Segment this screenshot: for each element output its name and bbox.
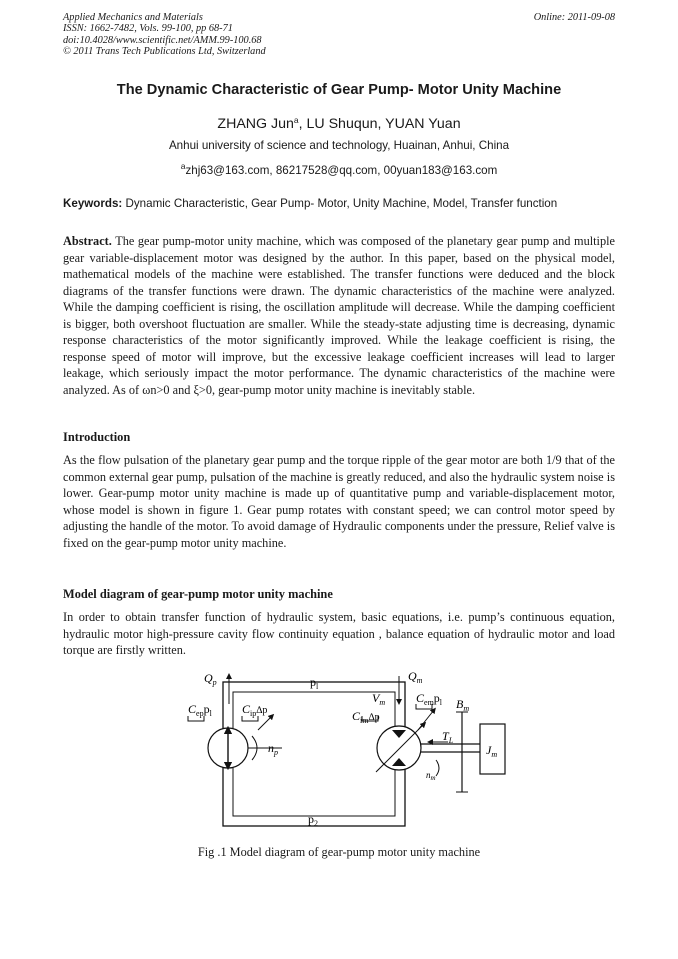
abstract-label: Abstract. <box>63 234 112 248</box>
doi-line: doi:10.4028/www.scientific.net/AMM.99-100.68 <box>63 34 262 46</box>
label-p1: $p_l$ <box>310 675 319 691</box>
other-authors: , LU Shuqun, YUAN Yuan <box>298 116 461 132</box>
figure-caption: Fig .1 Model diagram of gear-pump motor unity machine <box>197 845 481 859</box>
author-superscript: a <box>293 115 299 125</box>
online-date: Online: 2011-09-08 <box>533 12 615 23</box>
keywords-label: Keywords: <box>63 197 123 210</box>
journal-header <box>63 12 266 58</box>
model-section-text: In order to obtain transfer function of hydraulic system, basic equations, i.e. pump’s continuous equation, hydraulic motor high-pressure cavity flow continuity equation , balance equation of hydraulic motor and load torque are firstly written. <box>63 610 615 657</box>
copyright-line: © 2011 Trans Tech Publications Ltd, Switzerland <box>63 46 266 58</box>
label-cim: $C_{im}^{\Delta p}$ <box>352 709 380 725</box>
introduction-heading: Introduction <box>63 430 131 444</box>
first-author: ZHANG Jun <box>217 116 294 132</box>
pump-leak-arrow <box>258 716 272 730</box>
keywords-text: Dynamic Characteristic, Gear Pump- Motor, Unity Machine, Model, Transfer function <box>122 197 558 210</box>
label-np: $n_p$ <box>268 741 278 757</box>
motor-leak-arrow <box>418 710 434 730</box>
issn-line: ISSN: 1662-7482, Vols. 99-100, pp 68-71 <box>63 23 233 35</box>
author-list <box>0 115 678 132</box>
label-tl: $T_L$ <box>442 729 454 745</box>
journal-name: Applied Mechanics and Materials <box>63 12 203 23</box>
paper-title: The Dynamic Characteristic of Gear Pump- Motor Unity Machine <box>116 82 562 98</box>
model-diagram <box>180 668 520 838</box>
label-cep: $C_{ep}p_l$ <box>188 702 212 718</box>
label-jm: $J_m$ <box>486 743 498 759</box>
affiliation: Anhui university of science and technology, Huainan, Anhui, China <box>168 139 510 152</box>
model-section-heading: Model diagram of gear-pump motor unity machine <box>63 587 333 601</box>
label-qm: $Q_m$ <box>408 669 423 685</box>
label-bm: $B_m$ <box>456 697 470 713</box>
abstract <box>63 233 615 398</box>
label-vm: $V_m$ <box>372 691 386 707</box>
email-list <box>0 161 678 177</box>
label-qp: $Q_p$ <box>204 671 217 687</box>
abstract-text: The gear pump-motor unity machine, which was composed of the planetary gear pump and multiple gear variable-displacement motor was designed by the author. In this paper, based on the physical model, mathematical models of the machine were established. The transfer functions were deduced and the block diagrams of the transfer functions were drawn. The dynamic characteristics of the machine were analyzed. While the damping coefficient is rising, the oscillation amplitude will decrease. While the damping coefficient is bigger, both overshoot fluctuation are smaller. While the steady-state adjusting time is decreasing, dynamic response characteristics of the motor significantly improved. While the leakage coefficient is rising, the response speed of motor will improve, but the excessive leakage coefficient increases will lead to larger leakage, which seriously impact the motor performance. The dynamic characteristics of the machine were analyzed. As of ωn>0 and ξ>0, gear-pump motor unity machine is inevitably stable. <box>63 234 615 397</box>
load-inertia-box <box>480 724 505 774</box>
email-superscript: a <box>180 161 186 171</box>
label-cem: $C_{em}p_l$ <box>416 691 443 707</box>
keywords <box>63 197 615 210</box>
label-nm: $n_m$ <box>426 770 436 782</box>
figure-1 <box>180 668 520 838</box>
motor-rotation-arrow <box>436 760 439 776</box>
label-cip: $C_{ip}^{\Delta p}$ <box>242 702 268 718</box>
email-text: zhj63@163.com, 86217528@qq.com, 00yuan183@163.com <box>185 164 498 177</box>
introduction-text: As the flow pulsation of the planetary gear pump and the torque ripple of the gear motor are both 1/9 that of the common external gear pump, pulsation of the machine is greatly reduced, and also the hydraulic system noise is lower. Gear-pump motor unity machine is made up of quantitative pump and variable-displacement motor, whose model is shown in figure 1. Gear pump rotates with constant speed; we can control motor speed by adjusting the handle of the motor. To avoid damage of Hydraulic components under the pressure, Relief valve is fixed on the gear-pump motor unity machine. <box>63 453 615 550</box>
label-p2: $p_2$ <box>308 812 318 828</box>
